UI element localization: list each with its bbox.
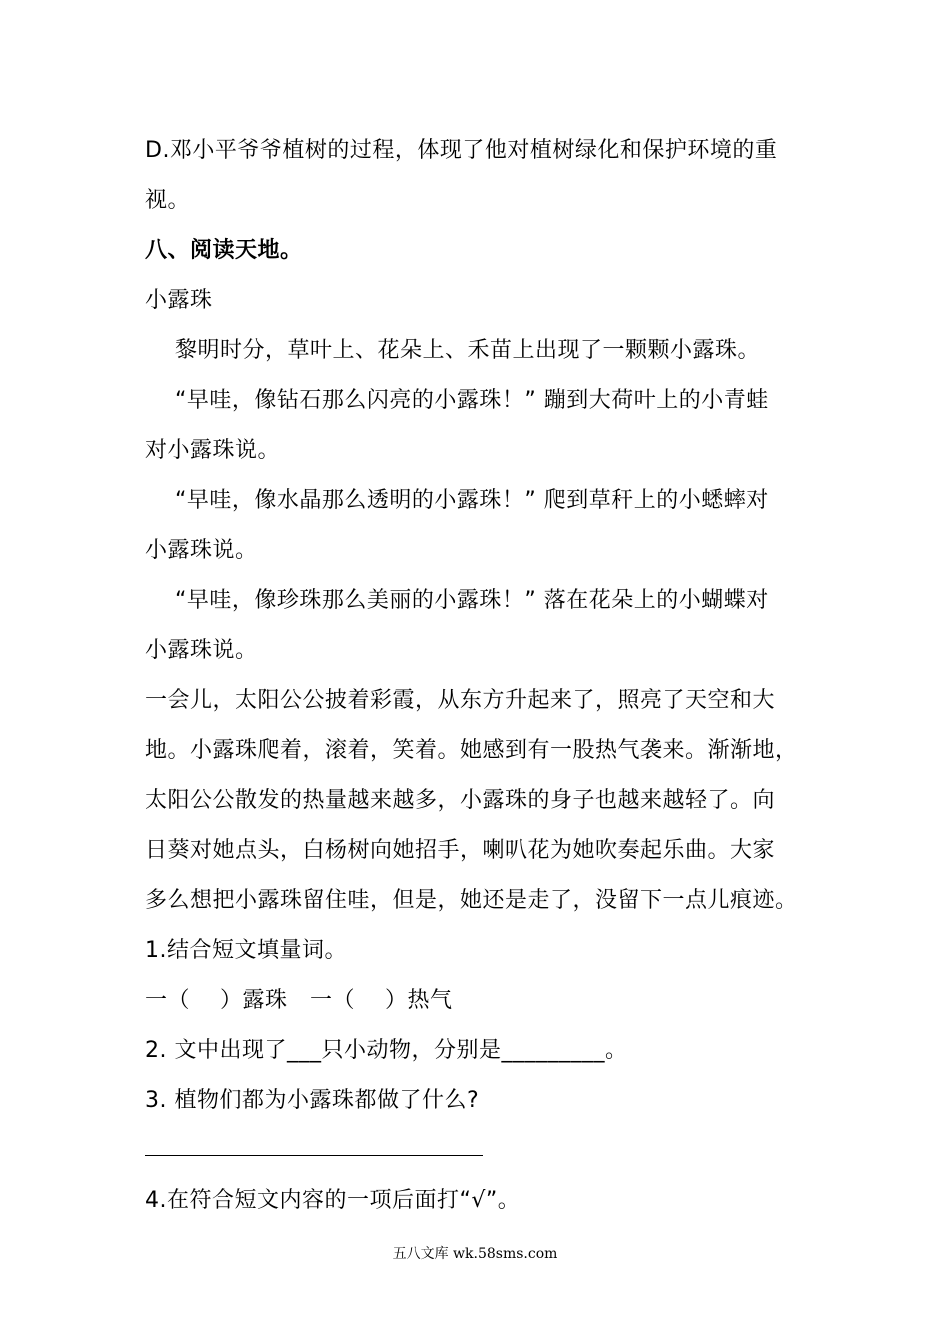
question-3-answer-line: [145, 1155, 483, 1156]
question-1-blanks: 一（ ）露珠 一（ ）热气: [145, 988, 453, 1013]
passage-paragraph-2-line-2: 对小露珠说。: [145, 438, 281, 463]
passage-paragraph-1: 黎明时分，草叶上、花朵上、禾苗上出现了一颗颗小露珠。: [145, 338, 760, 363]
question-1: 1.结合短文填量词。: [145, 938, 347, 963]
passage-paragraph-5-line-5: 多么想把小露珠留住哇，但是，她还是走了，没留下一点儿痕迹。: [145, 888, 798, 913]
passage-paragraph-5-line-1: 一会儿，太阳公公披着彩霞，从东方升起来了，照亮了天空和大: [145, 688, 776, 713]
passage-paragraph-2-line-1: “早哇，像钻石那么闪亮的小露珠！” 蹦到大荷叶上的小青蛙: [145, 388, 769, 413]
passage-paragraph-3-line-1: “早哇，像水晶那么透明的小露珠！” 爬到草秆上的小蟋蟀对: [145, 488, 769, 513]
passage-title: 小露珠: [145, 288, 213, 313]
passage-paragraph-5-line-3: 太阳公公散发的热量越来越多，小露珠的身子也越来越轻了。向: [145, 788, 776, 813]
question-4: 4.在符合短文内容的一项后面打“√”。: [145, 1188, 521, 1213]
footer-watermark: 五八文库 wk.58sms.com: [392, 1246, 558, 1262]
passage-paragraph-5-line-4: 日葵对她点头，白杨树向她招手，喇叭花为她吹奏起乐曲。大家: [145, 838, 776, 863]
passage-paragraph-4-line-2: 小露珠说。: [145, 638, 258, 663]
question-3: 3. 植物们都为小露珠都做了什么?: [145, 1088, 480, 1113]
passage-paragraph-5-line-2: 地。小露珠爬着，滚着，笑着。她感到有一股热气袭来。渐渐地，: [145, 738, 798, 763]
section-heading: 八、阅读天地。: [145, 238, 303, 263]
passage-paragraph-4-line-1: “早哇，像珍珠那么美丽的小露珠！” 落在花朵上的小蝴蝶对: [145, 588, 769, 613]
option-d-line-2: 视。: [145, 188, 191, 213]
passage-paragraph-3-line-2: 小露珠说。: [145, 538, 258, 563]
question-2: 2. 文中出现了___只小动物，分别是_________。: [145, 1038, 628, 1063]
option-d-line-1: D.邓小平爷爷植树的过程，体现了他对植树绿化和保护环境的重: [145, 138, 778, 163]
